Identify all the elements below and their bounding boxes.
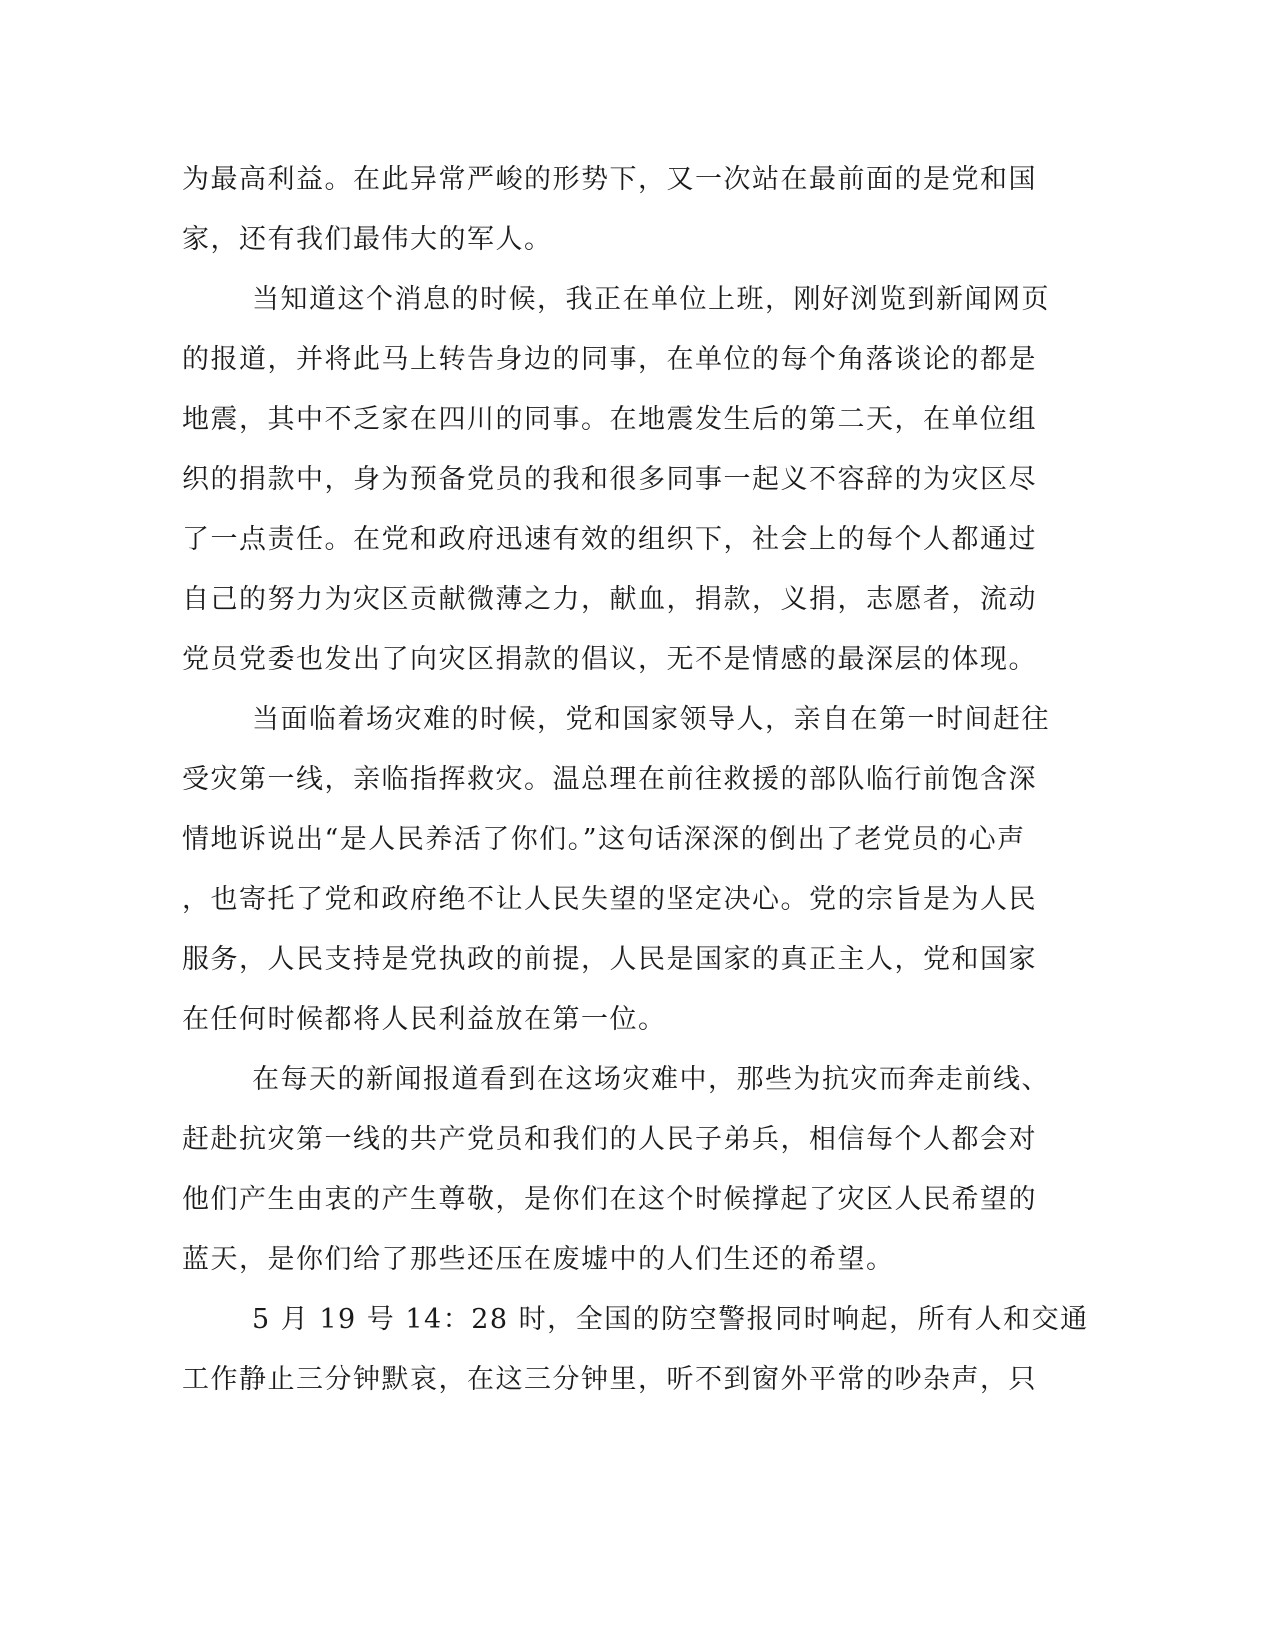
text-line: 情地诉说出“是人民养活了你们。”这句话深深的倒出了老党员的心声: [182, 824, 1026, 855]
text-line: 当知道这个消息的时候，我正在单位上班，刚好浏览到新闻网页: [252, 284, 1050, 315]
text-line: 党员党委也发出了向灾区捐款的倡议，无不是情感的最深层的体现。: [182, 644, 1037, 675]
text-line: 在任何时候都将人民利益放在第一位。: [182, 1004, 667, 1035]
text-line: 蓝天，是你们给了那些还压在废墟中的人们生还的希望。: [182, 1244, 895, 1275]
text-line: 地震，其中不乏家在四川的同事。在地震发生后的第二天，在单位组: [182, 404, 1037, 435]
text-line: 家，还有我们最伟大的军人。: [182, 224, 553, 255]
text-line: 赶赴抗灾第一线的共产党员和我们的人民子弟兵，相信每个人都会对: [182, 1124, 1037, 1155]
text-line: 5 月 19 号 14：28 时，全国的防空警报同时响起，所有人和交通: [252, 1304, 1089, 1335]
document-body: [182, 150, 1089, 1410]
text-line: 了一点责任。在党和政府迅速有效的组织下，社会上的每个人都通过: [182, 524, 1037, 555]
text-line: 织的捐款中，身为预备党员的我和很多同事一起义不容辞的为灾区尽: [182, 464, 1037, 495]
text-line: 工作静止三分钟默哀，在这三分钟里，听不到窗外平常的吵杂声，只: [182, 1364, 1037, 1395]
text-line: 受灾第一线，亲临指挥救灾。温总理在前往救援的部队临行前饱含深: [182, 764, 1037, 795]
text-line: 的报道，并将此马上转告身边的同事，在单位的每个角落谈论的都是: [182, 344, 1037, 375]
text-line: 服务，人民支持是党执政的前提，人民是国家的真正主人，党和国家: [182, 944, 1037, 975]
text-line: 他们产生由衷的产生尊敬，是你们在这个时候撑起了灾区人民希望的: [182, 1184, 1037, 1215]
text-line: 在每天的新闻报道看到在这场灾难中，那些为抗灾而奔走前线、: [252, 1064, 1050, 1095]
text-line: 当面临着场灾难的时候，党和国家领导人，亲自在第一时间赶往: [252, 704, 1050, 735]
text-line: 自己的努力为灾区贡献微薄之力，献血，捐款，义捐，志愿者，流动: [182, 584, 1037, 615]
text-line: ，也寄托了党和政府绝不让人民失望的坚定决心。党的宗旨是为人民: [182, 884, 1037, 915]
text-line: 为最高利益。在此异常严峻的形势下，又一次站在最前面的是党和国: [182, 164, 1037, 195]
